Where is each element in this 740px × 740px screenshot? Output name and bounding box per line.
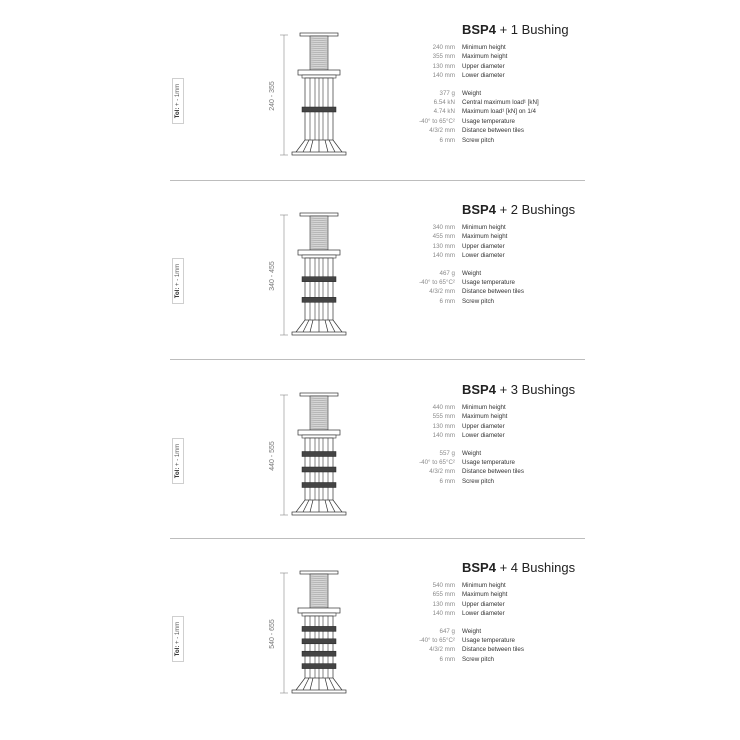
spec-row [400,636,600,645]
spec-row [400,242,600,251]
product-title [462,560,575,575]
spec-label: Lower diameter [462,610,505,618]
tolerance-prefix: Tol: [175,645,181,657]
spec-value: 455 mm [432,233,455,241]
spec-value: 140 mm [432,432,455,440]
spec-value: 4.74 kN [433,108,455,116]
tolerance-value: + - 1mm [175,83,181,106]
spec-label: Minimum height [462,224,506,231]
spec-label: Lower diameter [462,252,505,260]
model-name: BSP4 [462,382,496,397]
spec-table [400,403,600,486]
height-range-label: 340 - 455 [269,261,276,291]
tolerance-prefix: Tol: [175,467,181,479]
spec-row [400,467,600,476]
spec-value: 4/3/2 mm [429,127,455,135]
model-name: BSP4 [462,560,496,575]
spec-value: 6.54 kN [433,98,455,106]
spec-row [400,251,600,260]
spec-gap [400,619,600,627]
spec-row [400,278,600,287]
product-section [0,180,740,360]
spec-row [400,600,600,609]
spec-label: Upper diameter [462,242,505,250]
model-suffix: + 3 Bushings [495,382,576,397]
spec-value: 557 g [439,449,455,457]
base-plate [292,152,346,155]
spec-label: Screw pitch [462,297,494,305]
product-section [0,0,740,180]
spec-row [400,477,600,486]
spec-label: Maximum height [462,53,508,61]
spec-value: -40° to 65°C² [419,636,455,644]
adjustment-collar [298,608,340,613]
spec-row [400,223,600,232]
spec-value: 6 mm [439,655,455,663]
spec-label: Maximum height [462,591,508,599]
spec-gap [400,441,600,449]
pedestal-drawing [276,360,366,540]
spec-row [400,89,600,98]
bushing-ring [302,639,336,644]
base-flare [296,678,342,690]
spec-gap [400,81,600,89]
height-range-label: 540 - 655 [269,619,276,649]
tolerance-value: + - 1mm [175,443,181,466]
head-plate [300,393,338,396]
section-divider [170,180,585,181]
spec-label: Usage temperature [462,636,515,644]
collar-ring [302,255,336,258]
spec-value: 340 mm [432,224,455,231]
pedestal-drawing [276,180,366,360]
spec-gap [400,261,600,269]
spec-label: Distance between tiles [462,288,524,296]
tolerance-prefix: Tol: [175,287,181,299]
spec-value: -40° to 65°C² [419,458,455,466]
head-plate [300,33,338,36]
spec-row [400,136,600,145]
product-title [462,22,569,37]
tolerance-box [172,616,184,662]
spec-label: Lower diameter [462,72,505,80]
spec-label: Minimum height [462,44,506,51]
spec-label: Usage temperature [462,458,515,466]
spec-row [400,71,600,80]
spec-value: 4/3/2 mm [429,288,455,296]
spec-value: 540 mm [432,582,455,589]
collar-ring [302,75,336,78]
spec-value: 130 mm [432,242,455,250]
spec-value: 555 mm [432,413,455,421]
spec-label: Upper diameter [462,62,505,70]
spec-row [400,98,600,107]
spec-label: Weight [462,627,482,635]
spec-row [400,107,600,116]
bushing-ring [302,651,336,656]
spec-row [400,458,600,467]
spec-label: Maximum load¹ [kN] on 1/4 [462,108,536,116]
spec-value: 647 g [439,627,455,635]
base-flare [296,140,342,152]
model-suffix: + 2 Bushings [495,202,576,217]
bushing-ring [302,626,336,631]
model-suffix: + 4 Bushings [495,560,576,575]
spec-value: 6 mm [439,477,455,485]
spec-table [400,581,600,664]
spec-row [400,126,600,135]
tolerance-box [172,258,184,304]
spec-value: 355 mm [432,53,455,61]
spec-label: Distance between tiles [462,127,524,135]
spec-label: Screw pitch [462,477,494,485]
collar-ring [302,435,336,438]
spec-value: 6 mm [439,136,455,144]
spec-label: Usage temperature [462,278,515,286]
spec-label: Central maximum load¹ [kN] [462,98,539,106]
spec-row [400,609,600,618]
spec-value: 130 mm [432,422,455,430]
spec-value: 655 mm [432,591,455,599]
spec-value: 4/3/2 mm [429,646,455,654]
spec-row [400,431,600,440]
spec-row [400,449,600,458]
spec-label: Weight [462,89,482,97]
spec-value: 6 mm [439,297,455,305]
spec-row [400,232,600,241]
spec-label: Maximum height [462,413,508,421]
spec-value: 130 mm [432,600,455,608]
tolerance-text [175,622,181,656]
head-plate [300,571,338,574]
height-range-label: 240 - 355 [269,81,276,111]
spec-value: 140 mm [432,252,455,260]
spec-row [400,627,600,636]
spec-label: Weight [462,269,482,277]
spec-value: 140 mm [432,610,455,618]
bushing-ring [302,664,336,669]
product-section [0,360,740,540]
adjustment-collar [298,250,340,255]
tolerance-text [175,264,181,298]
adjustment-collar [298,70,340,75]
spec-value: 240 mm [432,44,455,51]
bushing-ring [302,297,336,302]
bushing-ring [302,483,336,488]
tolerance-value: + - 1mm [175,263,181,286]
model-suffix: + 1 Bushing [495,22,569,37]
spec-row [400,287,600,296]
spec-label: Maximum height [462,233,508,241]
head-plate [300,213,338,216]
pedestal-drawing [276,0,366,180]
bushing-ring [302,452,336,457]
tolerance-text [175,84,181,118]
spec-value: 130 mm [432,62,455,70]
spec-row [400,412,600,421]
bushing-ring [302,107,336,112]
section-divider [170,538,585,539]
base-flare [296,320,342,332]
spec-value: 440 mm [432,404,455,411]
spec-label: Upper diameter [462,600,505,608]
spec-row [400,581,600,590]
base-plate [292,690,346,693]
section-divider [170,359,585,360]
spec-label: Screw pitch [462,136,494,144]
tolerance-prefix: Tol: [175,107,181,119]
spec-row [400,297,600,306]
spec-value: 467 g [439,269,455,277]
model-name: BSP4 [462,22,496,37]
tolerance-box [172,438,184,484]
spec-table [400,43,600,145]
base-plate [292,512,346,515]
bushing-ring [302,277,336,282]
spec-row [400,645,600,654]
product-title [462,382,575,397]
spec-row [400,403,600,412]
spec-row [400,43,600,52]
bushing-ring [302,467,336,472]
spec-row [400,52,600,61]
pedestal-drawing [276,538,366,718]
spec-row [400,269,600,278]
tolerance-value: + - 1mm [175,621,181,644]
spec-row [400,422,600,431]
spec-label: Minimum height [462,404,506,411]
spec-row [400,655,600,664]
spec-value: 377 g [439,89,455,97]
spec-value: 140 mm [432,72,455,80]
spec-label: Upper diameter [462,422,505,430]
base-flare [296,500,342,512]
base-plate [292,332,346,335]
spec-row [400,62,600,71]
model-name: BSP4 [462,202,496,217]
product-title [462,202,575,217]
tolerance-text [175,444,181,478]
spec-label: Distance between tiles [462,646,524,654]
spec-value: 4/3/2 mm [429,468,455,476]
spec-row [400,117,600,126]
adjustment-collar [298,430,340,435]
spec-label: Usage temperature [462,117,515,125]
product-section [0,538,740,718]
spec-label: Minimum height [462,582,506,589]
height-range-label: 440 - 555 [269,441,276,471]
spec-label: Lower diameter [462,432,505,440]
spec-label: Weight [462,449,482,457]
tolerance-box [172,78,184,124]
spec-table [400,223,600,306]
spec-label: Screw pitch [462,655,494,663]
collar-ring [302,613,336,616]
spec-row [400,590,600,599]
spec-label: Distance between tiles [462,468,524,476]
spec-value: -40° to 65°C² [419,117,455,125]
spec-value: -40° to 65°C² [419,278,455,286]
